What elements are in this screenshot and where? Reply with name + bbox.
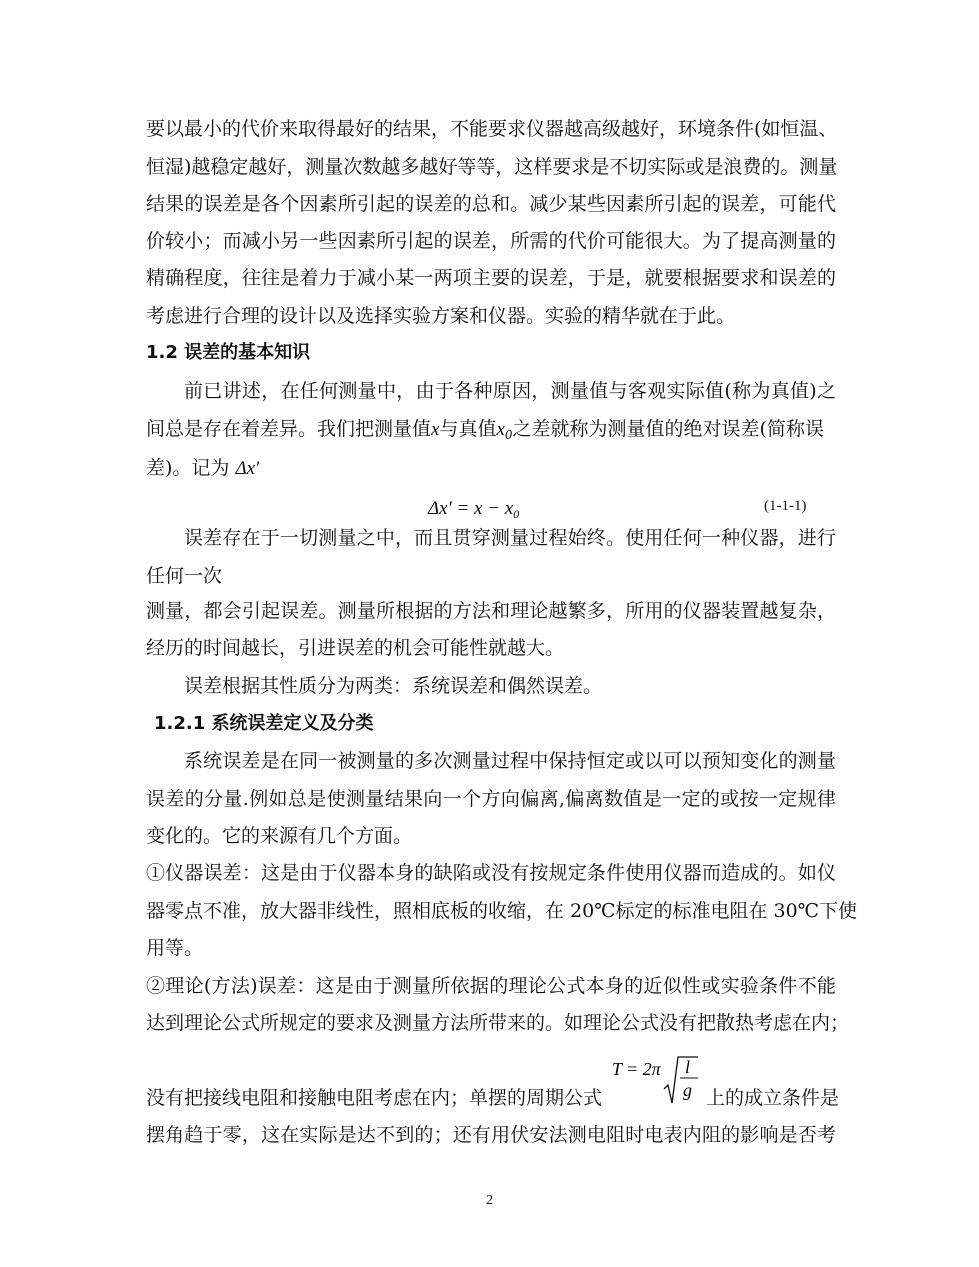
item1-line-3: 用等。 (146, 937, 204, 959)
para3-line-4: 经历的时间越长，引进误差的机会可能性就越大。 (146, 637, 565, 659)
page-number: 2 (486, 1193, 493, 1208)
item1-line-2: 器零点不准，放大器非线性，照相底板的收缩，在 20℃标定的标准电阻在 30℃下使 (146, 900, 857, 922)
para1-line-4: 价较小；而减小另一些因素所引起的误差，所需的代价可能很大。为了提高测量的 (146, 230, 836, 252)
para2-text-c: 之差就称为测量值的绝对误差(简称误 (512, 418, 824, 440)
para2-text-d: 差)。记为 (146, 457, 230, 479)
para4: 误差根据其性质分为两类：系统误差和偶然误差。 (184, 675, 603, 697)
para1-line-1: 要以最小的代价来取得最好的结果，不能要求仪器越高级越好，环境条件(如恒温、 (146, 118, 838, 140)
section-heading-1-2-1: 1.2.1 系统误差定义及分类 (154, 713, 374, 734)
equation-number: (1-1-1) (764, 498, 807, 514)
section-heading-1-2: 1.2 误差的基本知识 (146, 342, 311, 363)
equation-body: Δx′ = x − x (428, 498, 514, 519)
item2-line-2: 达到理论公式所规定的要求及测量方法所带来的。如理论公式没有把散热考虑在内； (146, 1012, 850, 1034)
para5-line-1: 系统误差是在同一被测量的多次测量过程中保持恒定或以可以预知变化的测量 (184, 750, 836, 772)
para2-text-b: 与真值 (439, 418, 497, 440)
para5-line-3: 变化的。它的来源有几个方面。 (146, 825, 413, 847)
para1-line-3: 结果的误差是各个因素所引起的误差的总和。减少某些因素所引起的误差，可能代 (146, 193, 836, 215)
para1-line-6: 考虑进行合理的设计以及选择实验方案和仪器。实验的精华就在于此。 (146, 305, 736, 327)
variable-x0-subscript: 0 (504, 428, 513, 442)
para3-line-2: 任何一次 (146, 565, 223, 587)
sqrt-sign (664, 1057, 698, 1103)
para2-line-2 (146, 417, 836, 447)
variable-x0: x (496, 419, 505, 440)
para3-line-3: 测量，都会引起误差。测量所根据的方法和理论越繁多，所用的仪器装置越复杂， (146, 600, 836, 622)
item2-line-4: 摆角趋于零，这在实际是达不到的；还有用伏安法测电阻时电表内阻的影响是否考 (146, 1124, 836, 1146)
para2-line-1: 前已讲述，在任何测量中，由于各种原因，测量值与客观实际值(称为真值)之 (184, 380, 836, 402)
para3-line-1: 误差存在于一切测量之中，而且贯穿测量过程始终。使用任何一种仪器，进行 (184, 527, 836, 549)
variable-x: x (431, 419, 440, 440)
delta-x-symbol: Δx′ (235, 458, 260, 479)
item2-line-3b: 上的成立条件是 (706, 1087, 840, 1109)
formula-denominator: g (683, 1080, 692, 1100)
para2-text-a: 间总是存在着差异。我们把测量值 (146, 418, 432, 440)
equation-1-1-1 (428, 498, 519, 522)
item2-line-1: ②理论(方法)误差：这是由于测量所依据的理论公式本身的近似性或实验条件不能 (146, 975, 836, 997)
para5-line-2: 误差的分量.例如总是使测量结果向一个方向偏离,偏离数值是一定的或按一定规律 (146, 788, 836, 810)
formula-equals-2pi: = 2π (626, 1059, 661, 1079)
item2-line-3a: 没有把接线电阻和接触电阻考虑在内；单摆的周期公式 (146, 1087, 603, 1109)
para2-line-3 (146, 456, 836, 481)
para1-line-5: 精确程度，往往是着力于减小某一两项主要的误差，于是，就要根据要求和误差的 (146, 267, 836, 289)
equation-subscript: 0 (513, 507, 520, 521)
pendulum-period-formula (612, 1051, 702, 1107)
item1-line-1: ①仪器误差：这是由于仪器本身的缺陷或没有按规定条件使用仪器而造成的。如仪 (146, 862, 836, 884)
para1-line-2: 恒湿)越稳定越好，测量次数越多越好等等，这样要求是不切实际或是浪费的。测量 (146, 156, 838, 178)
formula-T: T (612, 1059, 623, 1079)
formula-numerator: l (685, 1057, 691, 1077)
